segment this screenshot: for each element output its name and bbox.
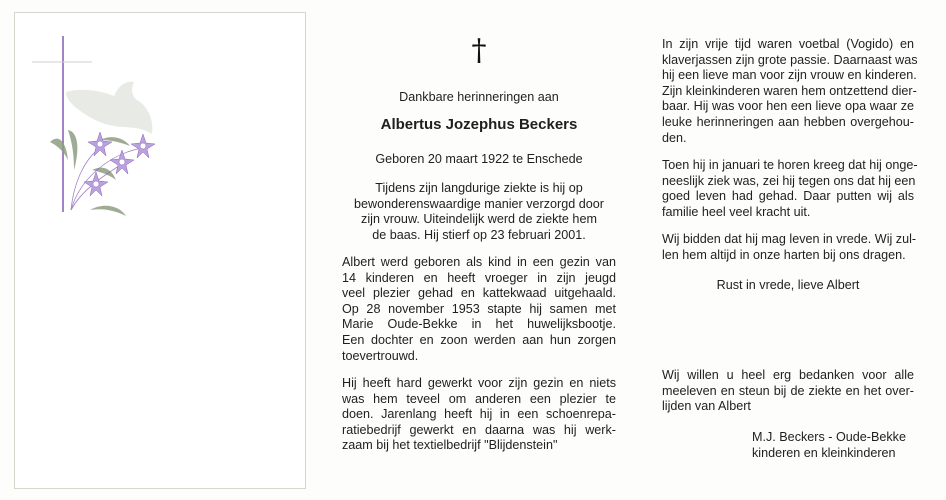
card-inside-right [660, 0, 942, 500]
signature-block [752, 430, 932, 461]
text-line: Wij willen u heel erg bedanken voor alle [662, 368, 914, 382]
text-line: zaam bij het textielbedrijf "Blijdenstein" [342, 438, 558, 453]
text-line: Albert werd geboren als kind in een gezin van [342, 255, 616, 269]
intro-text: Dankbare herinneringen aan [399, 90, 559, 104]
cross-icon: † [471, 33, 487, 68]
dove-icon [66, 82, 152, 134]
thanks-paragraph [662, 368, 914, 415]
text-line: zijn vrouw. Uiteindelijk werd de ziekte hem [361, 212, 597, 227]
card-inside-left [326, 0, 632, 500]
text-line: len hem altijd in onze harten bij ons dragen. [662, 247, 906, 262]
signature-line: M.J. Beckers - Oude-Bekke [752, 430, 906, 444]
text-line: den. [662, 130, 687, 145]
deceased-name: Albertus Jozephus Beckers [380, 116, 578, 133]
work-paragraph [342, 376, 616, 454]
text-line: lijden van Albert [662, 399, 751, 414]
text-line: toevertrouwd. [342, 348, 419, 363]
text-line: 14 kinderen en heeft vroeger in zijn jeugd [342, 270, 616, 285]
youth-paragraph [342, 255, 616, 364]
text-line: doen. Jarenlang heeft hij in een schoenrepa- [342, 407, 616, 422]
text-line: Hij heeft hard gewerkt voor zijn gezin en niets [342, 376, 616, 390]
text-line: veel plezier gehad en kattekwaad uitgehaald. [342, 286, 616, 301]
birth-text: Geboren 20 maart 1922 te Enschede [375, 152, 583, 166]
text-line: meeleven en steun bij de ziekte en het over- [662, 383, 914, 398]
text-line: ratiebedrijf gewerkt en daarna was hij werk- [342, 422, 616, 437]
text-line: familie heel veel kracht uit. [662, 204, 811, 219]
text-line: In zijn vrije tijd waren voetbal (Vogido) en [662, 37, 914, 51]
text-line: hij een lieve man voor zijn vrouw en kinderen. [662, 68, 917, 83]
text-line: Een dochter en zoon werden aan hun zorgen [342, 332, 616, 347]
text-line: neeslijk ziek was, zei hij tegen ons dat hij een [662, 173, 916, 188]
farewell-text: Rust in vrede, lieve Albert [716, 278, 860, 292]
text-line: Toen hij in januari te horen kreeg dat hij onge- [662, 158, 918, 172]
text-line: was hem teveel om anderen een plezier te [342, 391, 616, 406]
text-line: Zijn kleinkinderen waren hem ontzettend dier- [662, 83, 917, 98]
text-line: leuke herinneringen aan hebben overgehou- [662, 114, 914, 129]
text-line: Wij bidden dat hij mag leven in vrede. Wij zul- [662, 232, 917, 246]
text-line: Op 28 november 1953 stapte hij samen met [342, 301, 616, 316]
text-line: klaverjassen zijn grote passie. Daarnaast was [662, 52, 918, 67]
text-line: de baas. Hij stierf op 23 februari 2001. [372, 227, 586, 242]
signature-line: kinderen en kleinkinderen [752, 445, 896, 460]
cross-dove-lilies-illustration [30, 30, 170, 220]
text-line: Marie Oude-Bekke in het huwelijksbootje. [342, 317, 616, 332]
hobby-paragraph [662, 37, 918, 146]
text-line: bewonderenswaardige manier verzorgd door [354, 196, 604, 211]
news-paragraph [662, 158, 918, 220]
text-line: baar. Hij was voor hen een lieve opa waar ze [662, 99, 914, 114]
text-line: Tijdens zijn langdurige ziekte is hij op [375, 181, 583, 195]
illness-paragraph [326, 181, 632, 243]
card-cover [0, 0, 318, 500]
prayer-paragraph [662, 232, 917, 263]
text-line: goed leven had gehad. Daar putten wij als [662, 189, 914, 204]
